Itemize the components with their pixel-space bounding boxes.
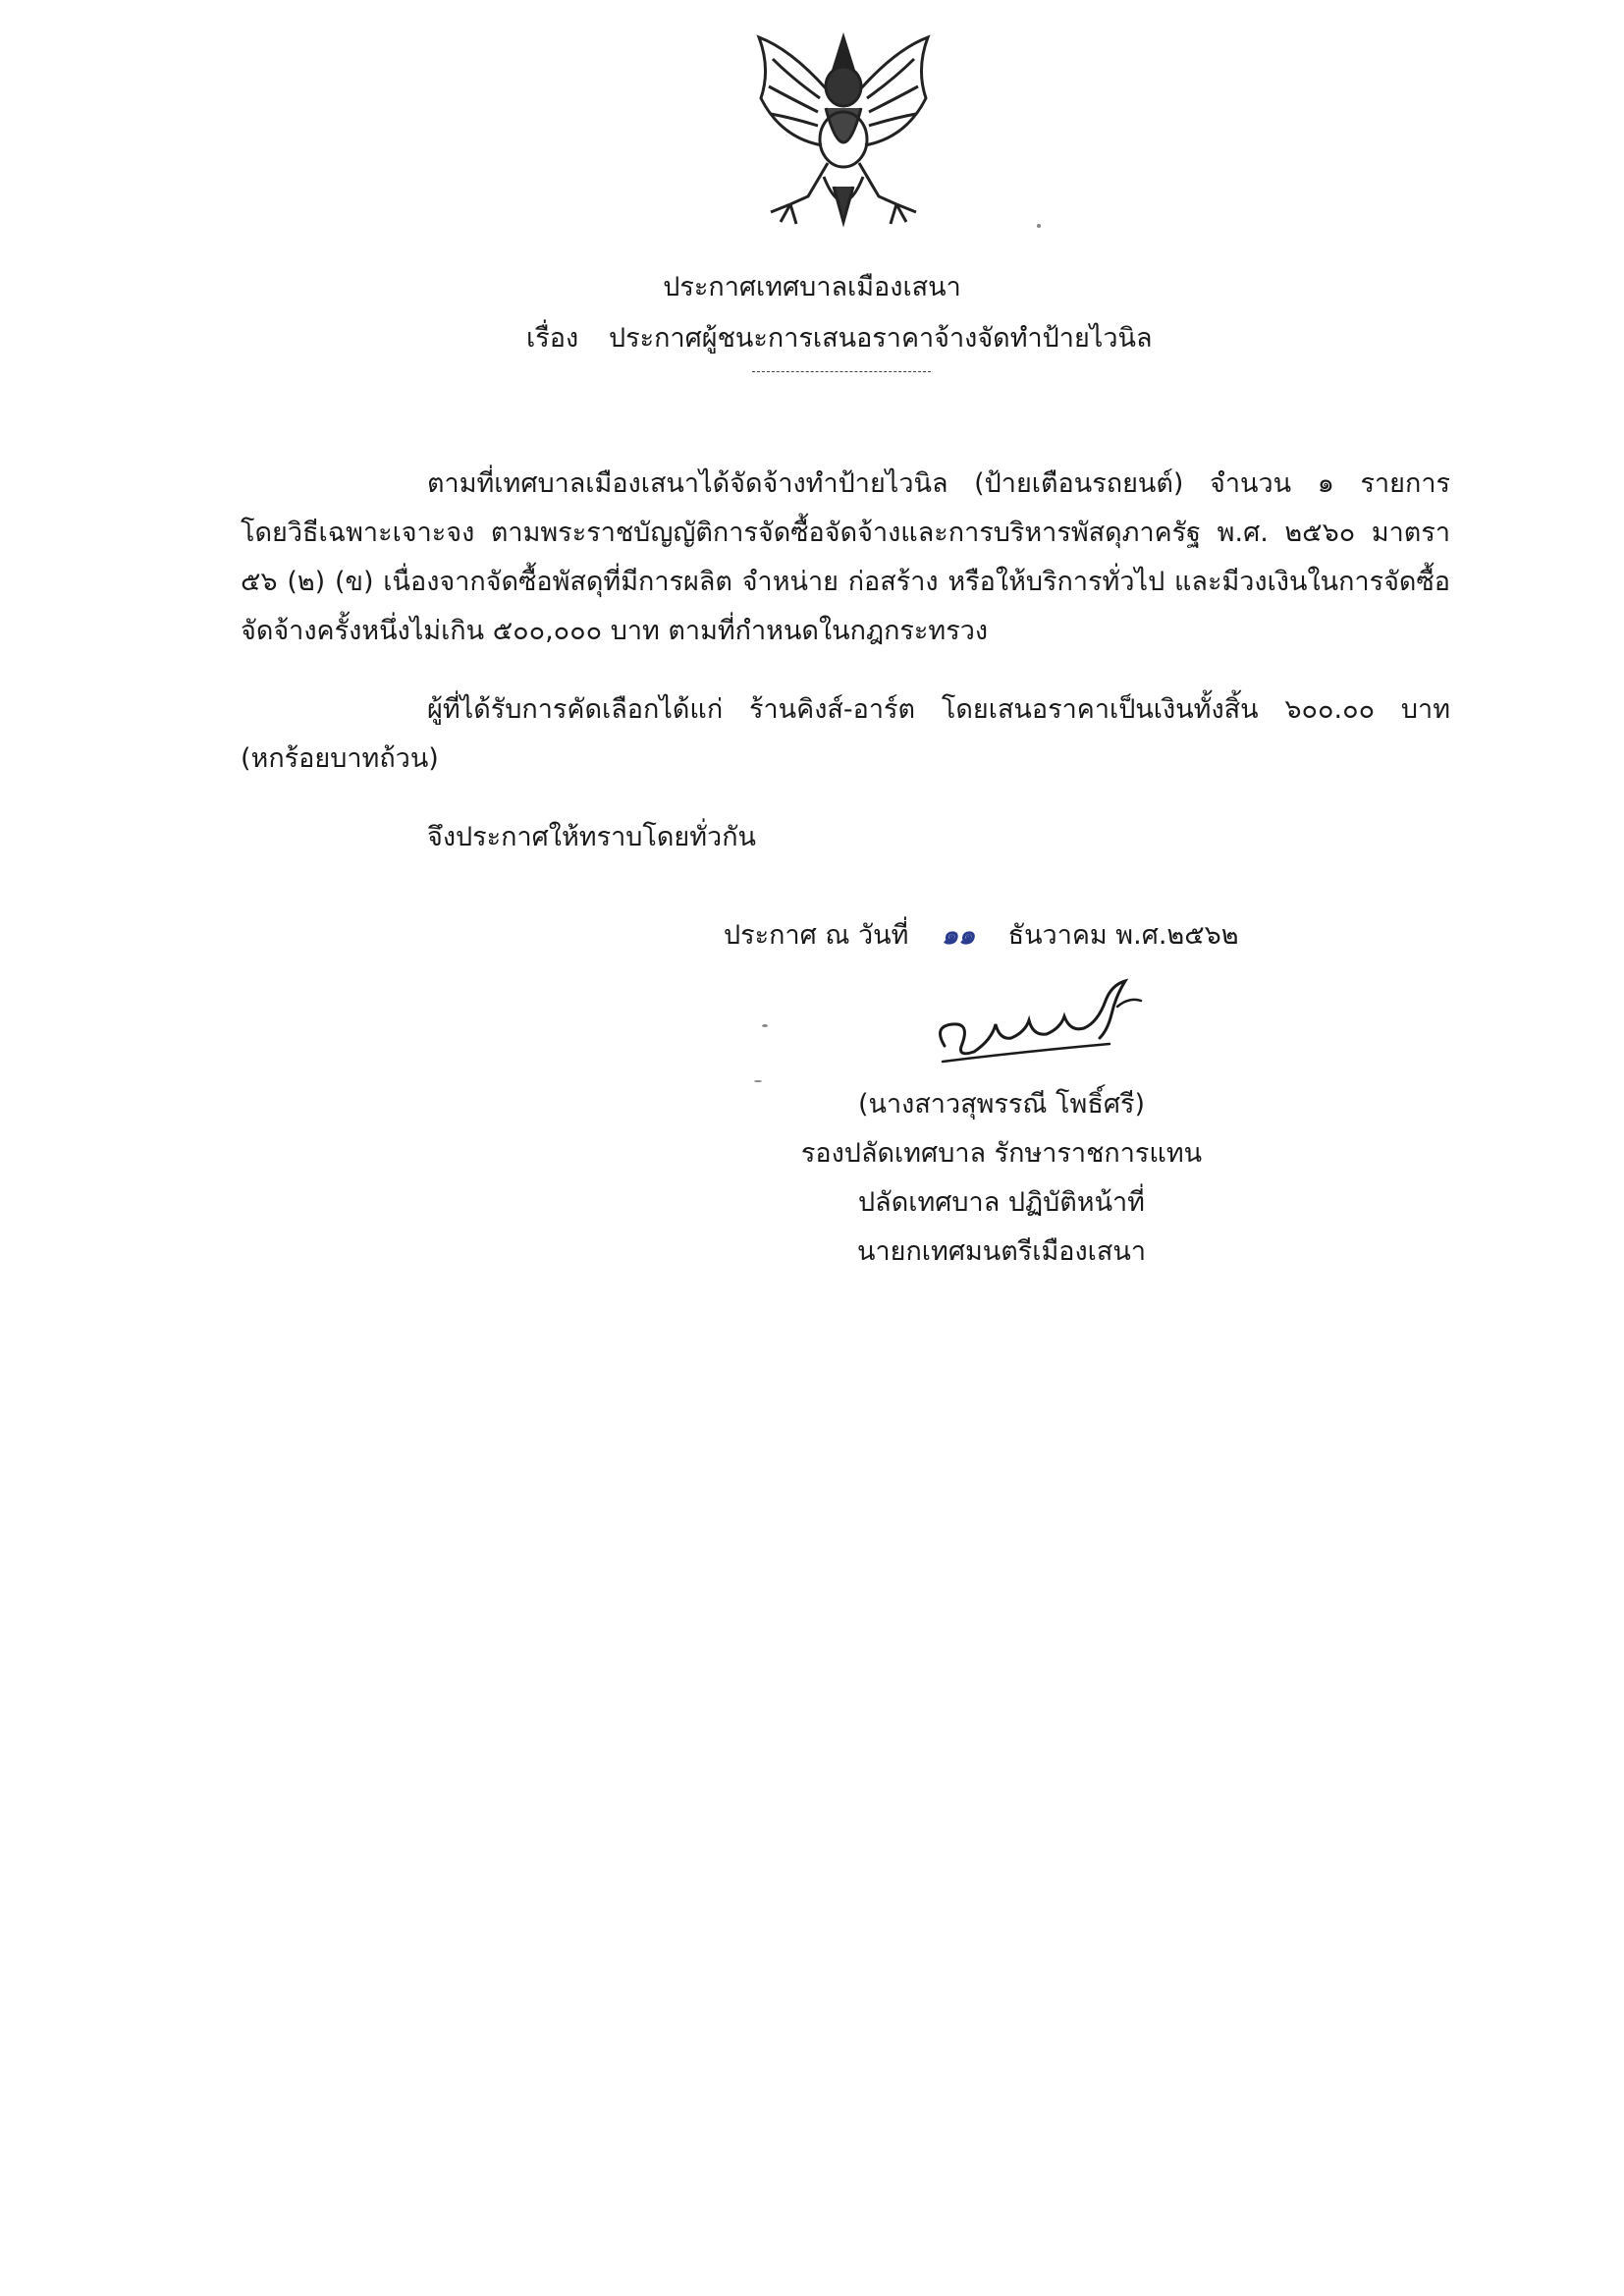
subject-line [526,316,1153,358]
signer-position: นายกเทศมนตรีเมืองเสนา [857,1236,1146,1267]
paragraph2-line: ผู้ที่ได้รับการคัดเลือกได้แก่ ร้านคิงส์-อาร์ต โดยเสนอราคาเป็นเงินทั้งสิ้น ๖๐๐.๐๐ บาท [427,694,1450,725]
page-title: ประกาศเทศบาลเมืองเสนา [663,272,961,302]
title-divider [752,371,931,372]
signer-name: (นางสาวสุพรรณี โพธิ์ศรี) [857,1089,1145,1120]
scan-speck [1037,224,1041,228]
signer-position: รองปลัดเทศบาล รักษาราชการแทน [800,1138,1203,1169]
announcement-date [724,913,1239,956]
closing-line: จึงประกาศให้ทราบโดยทั่วกัน [427,822,756,852]
paragraph2-line: (หกร้อยบาทถ้วน) [241,743,439,774]
paragraph1-line: ๕๖ (๒) (ข) เนื่องจากจัดซื้อพัสดุที่มีการผลิต จำหน่าย ก่อสร้าง หรือให้บริการทั่วไป และมีวงเงินในการจัดซื้อ [241,567,1450,597]
handwritten-signature [923,967,1159,1075]
scan-speck [754,1080,762,1082]
date-suffix: ธันวาคม พ.ศ.๒๕๖๒ [1007,920,1239,951]
garuda-emblem-icon [731,29,955,236]
scan-speck [762,1024,768,1027]
subject-label: เรื่อง [526,323,579,354]
signer-position: ปลัดเทศบาล ปฏิบัติหน้าที่ [858,1187,1145,1218]
subject-text: ประกาศผู้ชนะการเสนอราคาจ้างจัดทำป้ายไวนิล [609,323,1153,354]
signature-block [776,1080,1227,1277]
paragraph1-line: ตามที่เทศบาลเมืองเสนาได้จัดจ้างทำป้ายไวนิล (ป้ายเตือนรถยนต์) จำนวน ๑ รายการ [427,468,1450,499]
date-day: ๑๑ [941,920,976,951]
date-prefix: ประกาศ ณ วันที่ [724,920,909,951]
paragraph1-line: จัดจ้างครั้งหนึ่งไม่เกิน ๕๐๐,๐๐๐ บาท ตามที่กำหนดในกฎกระทรวง [241,616,989,646]
paragraph1-line: โดยวิธีเฉพาะเจาะจง ตามพระราชบัญญัติการจัดซื้อจัดจ้างและการบริหารพัสดุภาครัฐ พ.ศ. ๒๕๖๐ มาตรา [241,518,1450,548]
